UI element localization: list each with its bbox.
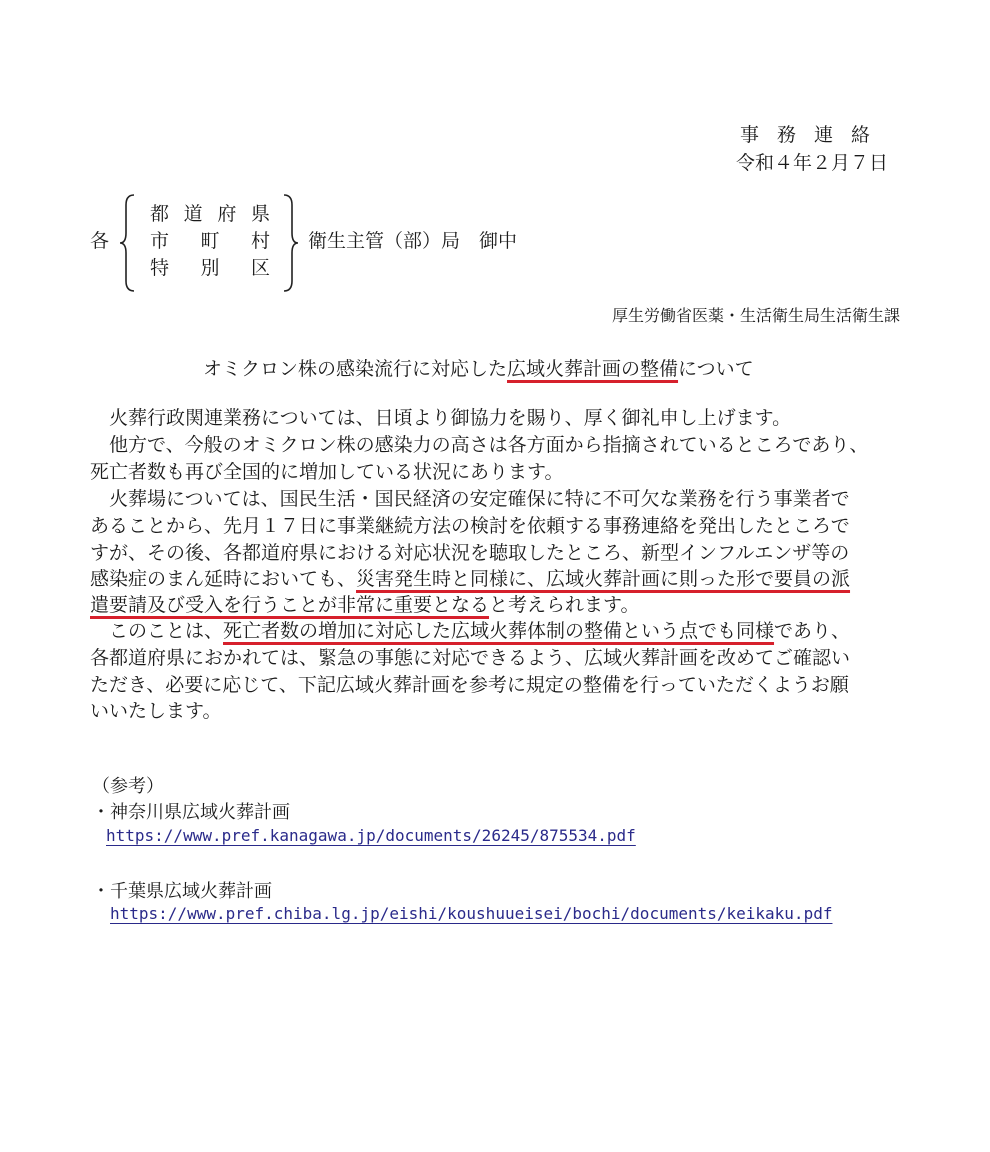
address-line-municipalities: 市町村 — [150, 230, 270, 252]
reference-link-chiba[interactable]: https://www.pref.chiba.lg.jp/eishi/koushuueisei/bochi/documents/keikaku.pdf — [110, 904, 833, 923]
body-line: 他方で、今般のオミクロン株の感染力の高さは各方面から指摘されているところであり、 — [90, 434, 869, 456]
reference-label-chiba: ・千葉県広域火葬計画 — [92, 881, 272, 902]
right-brace-icon — [282, 193, 300, 293]
subject-highlight: 広域火葬計画の整備 — [507, 358, 679, 380]
body-line: あることから、先月１７日に事業継続方法の検討を依頼する事務連絡を発出したところで — [90, 515, 850, 537]
body-line: 遣要請及び受入を行うことが非常に重要となると考えられます。 — [90, 594, 640, 616]
left-brace-icon — [118, 193, 136, 293]
reference-link-kanagawa[interactable]: https://www.pref.kanagawa.jp/documents/26245/875534.pdf — [106, 826, 636, 845]
document-date: 令和４年２月７日 — [735, 152, 888, 174]
reference-heading: （参考） — [92, 776, 164, 797]
addressee-department: 衛生主管（部）局 御中 — [308, 230, 518, 252]
body-line: すが、その後、各都道府県における対応状況を聴取したところ、新型インフルエンザ等の — [90, 542, 850, 564]
body-line: 火葬場については、国民生活・国民経済の安定確保に特に不可欠な業務を行う事業者で — [90, 488, 850, 510]
highlight-dispatch: 災害発生時と同様に、広域火葬計画に則った形で要員の派 — [356, 568, 851, 590]
address-prefix: 各 — [90, 230, 110, 252]
reference-label-kanagawa: ・神奈川県広域火葬計画 — [92, 802, 290, 823]
body-line: 各都道府県におかれては、緊急の事態に対応できるよう、広域火葬計画を改めてご確認い — [90, 647, 851, 669]
body-line: 死亡者数も再び全国的に増加している状況にあります。 — [90, 461, 564, 483]
highlight-dispatch-cont: 遣要請及び受入を行うことが非常に重要となる — [90, 594, 490, 616]
body-line: このことは、死亡者数の増加に対応した広域火葬体制の整備という点でも同様であり、 — [90, 620, 851, 642]
subject: オミクロン株の感染流行に対応した広域火葬計画の整備について — [203, 358, 754, 380]
address-line-prefectures: 都道府県 — [150, 203, 270, 225]
body-line: 感染症のまん延時においても、災害発生時と同様に、広域火葬計画に則った形で要員の派 — [90, 568, 851, 590]
body-line: 火葬行政関連業務については、日頃より御協力を賜り、厚く御礼申し上げます。 — [90, 407, 792, 429]
sender: 厚生労働省医薬・生活衛生局生活衛生課 — [611, 306, 900, 325]
body-line: いいたします。 — [90, 700, 222, 722]
body-line: ただき、必要に応じて、下記広域火葬計画を参考に規定の整備を行っていただくようお願 — [90, 674, 849, 696]
highlight-system: 死亡者数の増加に対応した広域火葬体制の整備という点でも同様 — [223, 620, 775, 642]
address-line-special-wards: 特別区 — [150, 257, 270, 279]
document-type: 事務連絡 — [739, 124, 888, 146]
